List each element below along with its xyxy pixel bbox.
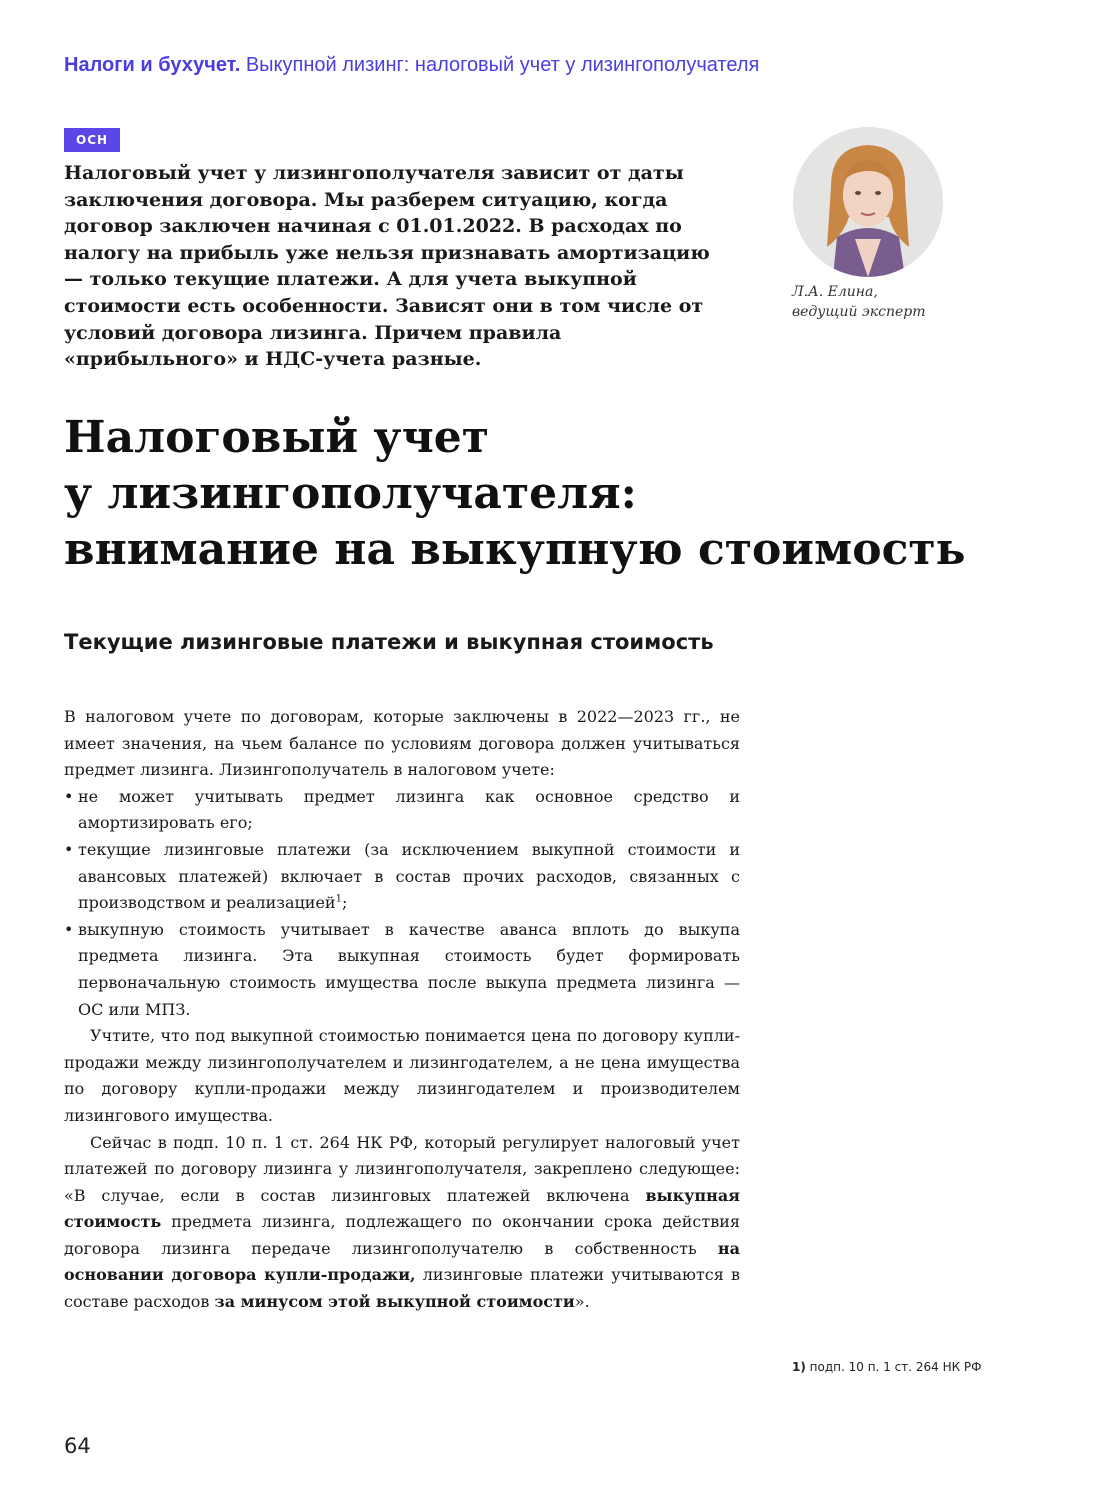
footnote-marker: 1) — [792, 1360, 806, 1374]
page-number: 64 — [64, 1434, 91, 1458]
list-item-text: текущие лизинговые платежи (за исключением выкупной стоимости и авансовых платежей) включает в состав прочих расходов, связанных с производством и реализацией — [78, 839, 740, 913]
title-line: у лизингополучателя: — [64, 468, 637, 519]
list-item — [64, 917, 740, 1023]
author-role: ведущий эксперт — [792, 304, 926, 320]
article-body — [64, 704, 740, 1316]
title-line: Налоговый учет — [64, 412, 490, 463]
author-photo — [793, 127, 943, 277]
quote-emphasis: на основании договора купли-продажи, — [64, 1238, 740, 1285]
quote-emphasis: за минусом этой выкупной стоимости — [214, 1292, 575, 1312]
running-head-section: Налоги и бухучет. — [64, 54, 241, 76]
title-line: внимание на выкупную стоимость — [64, 524, 966, 575]
footnote — [792, 1360, 1092, 1374]
running-head-title: Выкупной лизинг: налоговый учет у лизингополучателя — [245, 54, 760, 76]
list-item-text: не может учитывать предмет лизинга как основное средство и амортизировать его; — [78, 786, 740, 833]
body-paragraph: Учтите, что под выкупной стоимостью понимается цена по договору купли-продажи между лизингополучателем и лизингодателем, а не цена имущества по договору купли-продажи между лизингодателем и производителем лизингового имущества. — [64, 1026, 740, 1125]
quote-emphasis: выкупная стоимость — [64, 1185, 740, 1232]
quote-text: лизинговые платежи учитываются в составе расходов — [64, 1265, 740, 1312]
running-head — [64, 54, 1044, 77]
quote-text: ». — [574, 1292, 590, 1312]
author-caption — [792, 282, 1052, 322]
author-portrait-illustration — [793, 127, 943, 277]
section-heading: Текущие лизинговые платежи и выкупная стоимость — [64, 630, 714, 654]
bullet-list — [64, 784, 740, 1023]
footnote-ref[interactable]: 1 — [335, 893, 342, 905]
lead-paragraph: Налоговый учет у лизингополучателя зависит от даты заключения договора. Мы разберем ситуацию, когда договор заключен начиная с 01.01.2022. В расходах по налогу на прибыль уже нельзя признавать амортизацию — только текущие платежи. А для учета выкупной стоимости есть особенности. Зависят они в том числе от условий договора лизинга. Причем правила «прибыльного» и НДС-учета разные. — [64, 162, 710, 371]
footnote-text: подп. 10 п. 1 ст. 264 НК РФ — [809, 1360, 982, 1374]
tax-regime-badge: ОСН — [64, 128, 120, 152]
list-item — [64, 784, 740, 837]
list-item-punct: ; — [341, 893, 348, 913]
list-item — [64, 837, 740, 917]
quote-text: Сейчас в подп. 10 п. 1 ст. 264 НК РФ, который регулирует налоговый учет платежей по договору лизинга у лизингополучателя, закреплено следующее: «В случае, если в состав лизинговых платежей включена — [64, 1132, 740, 1205]
body-paragraph-quote — [64, 1130, 740, 1316]
quote-text: предмета лизинга, подлежащего по окончании срока действия договора лизинга передаче лизингополучателю в собственность — [64, 1212, 740, 1258]
author-name: Л.А. Елина, — [792, 284, 878, 300]
list-item-text: выкупную стоимость учитывает в качестве аванса вплоть до выкупа предмета лизинга. Эта выкупная стоимость будет формировать первоначальную стоимость имущества после выкупа предмета лизинга — ОС или МПЗ. — [78, 919, 740, 1019]
intro-paragraph: В налоговом учете по договорам, которые заключены в 2022—2023 гг., не имеет значения, на чьем балансе по условиям договора должен учитываться предмет лизинга. Лизингополучатель в налоговом учете: — [64, 707, 740, 780]
article-title — [64, 410, 1064, 578]
